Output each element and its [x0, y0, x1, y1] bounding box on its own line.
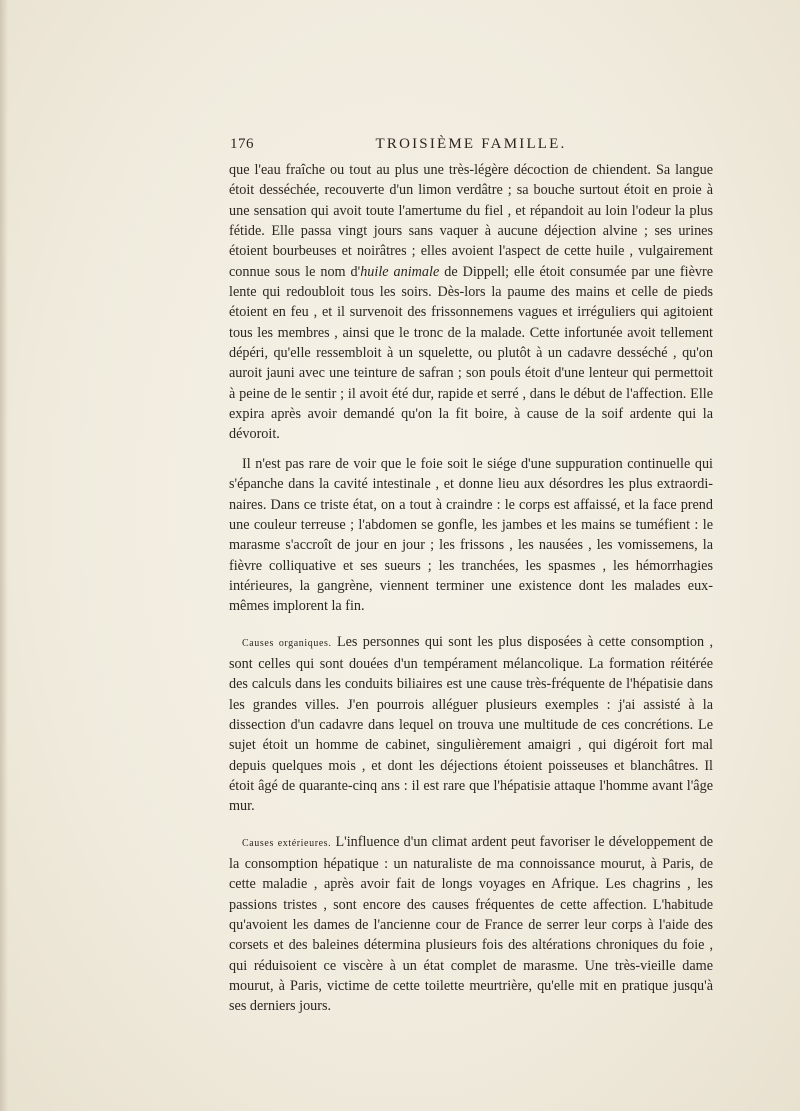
page-header [230, 136, 712, 156]
paragraph: Il n'est pas rare de voir que le foie soit le siége d'une suppuration continuelle qui s'épanche dans la cavité intestinale , et donne lieu aux désordres les plus extraordinaires. Dans ce triste état, on a tout à craindre : le corps est affaissé, et la face prend une couleur terreuse ; l'abdomen se gonfle, les jambes et les mains se tuméfient : le marasme s'accroît de jour en jour ; les frissons , les nausées , les vomissemens, la fièvre colliquative et ses sueurs ; les tranchées, les spasmes , les hémorrhagies intérieures, la gangrène, viennent terminer une existence dont les malades eux-mêmes implorent la fin. [229, 455, 713, 615]
paragraph [229, 160, 713, 445]
page-edge-shadow [0, 0, 8, 1111]
paragraph-text: que l'eau fraîche ou tout au plus une très-légère décoction de chiendent. Sa langue étoit desséchée, recouverte d'un limon verdâtre ; sa bouche surtout étoit en proie à une sensation qui avoit toute l'amertume du fiel , et répandoit au loin l'odeur la plus fétide. Elle passa vingt jours sans vaquer à aucune déjection alvine ; ses urines étoient bourbeuses et noirâtres ; elles avoient l'aspect de cette huile , vulgairement connue sous le nom d' [229, 162, 713, 280]
running-head: TROISIÈME FAMILLE. [375, 136, 567, 152]
section-heading: Causes extérieures. [242, 837, 332, 849]
section-paragraph [229, 632, 713, 817]
paragraph-text: L'influence d'un climat ardent peut favoriser le développement de la consomption hépatique : un naturaliste de ma connoissance mourut, à Paris, de cette maladie , après avoir fait de longs voyages en Afrique. Les chagrins , les passions tristes , sont encore des causes fréquentes de cette affection. L'habitude qu'avoient les dames de l'ancienne cour de France de serrer leur corps à l'aide des corsets et des baleines détermina plusieurs fois des altérations chroniques du foie , qui réduisoient ce viscère à un état complet de marasme. Une très-vieille dame mourut, à Paris, victime de cette toilette meurtrière, qu'elle mit en pratique jusqu'à ses derniers jours. [229, 833, 714, 1015]
paragraph-text: de Dippell; elle étoit consumée par une fièvre lente qui redoubloit tous les soirs. Dès-lors la paume des mains et celle de pieds étoient en feu , et il survenoit des frissonnemens vagues et irréguliers qui agitoient tous les membres , ainsi que le tronc de la malade. Cette infortunée avoit tellement dépéri, qu'elle ressembloit à un squelette, ou plutôt à un cadavre desséché , qu'on auroit jauni avec une teinture de safran ; son pouls étoit d'une lenteur qui permettoit à peine de le sentir ; il avoit été dur, rapide et serré , dans le début de l'affection. Elle expira après avoir demandé qu'on la fit boire, à cause de la soif ardente qui la dévoroit. [229, 263, 713, 443]
page-body [229, 160, 713, 1017]
italic-term: huile animale [360, 263, 440, 280]
paragraph-text: Les personnes qui sont les plus disposées à cette consomption , sont celles qui sont douées d'un tempérament mélancolique. La formation réitérée des calculs dans les conduits biliaires est une cause très-fréquente de l'hépatisie dans les grandes villes. J'en pourrois alléguer plusieurs exemples : j'ai assisté à la dissection d'un cadavre dans lequel on trouva une multitude de ces concrétions. Le sujet étoit un homme de cabinet, singulièrement amaigri , qui digéroit fort mal depuis quelques mois , et dont les déjections étoient poisseuses et blanchâtres. Il étoit âgé de quarante-cinq ans : il est rare que l'hépatisie attaque l'homme avant l'âge mur. [229, 633, 714, 815]
page-number: 176 [230, 136, 254, 152]
section-heading: Causes organiques. [242, 637, 332, 649]
section-paragraph [229, 832, 713, 1017]
